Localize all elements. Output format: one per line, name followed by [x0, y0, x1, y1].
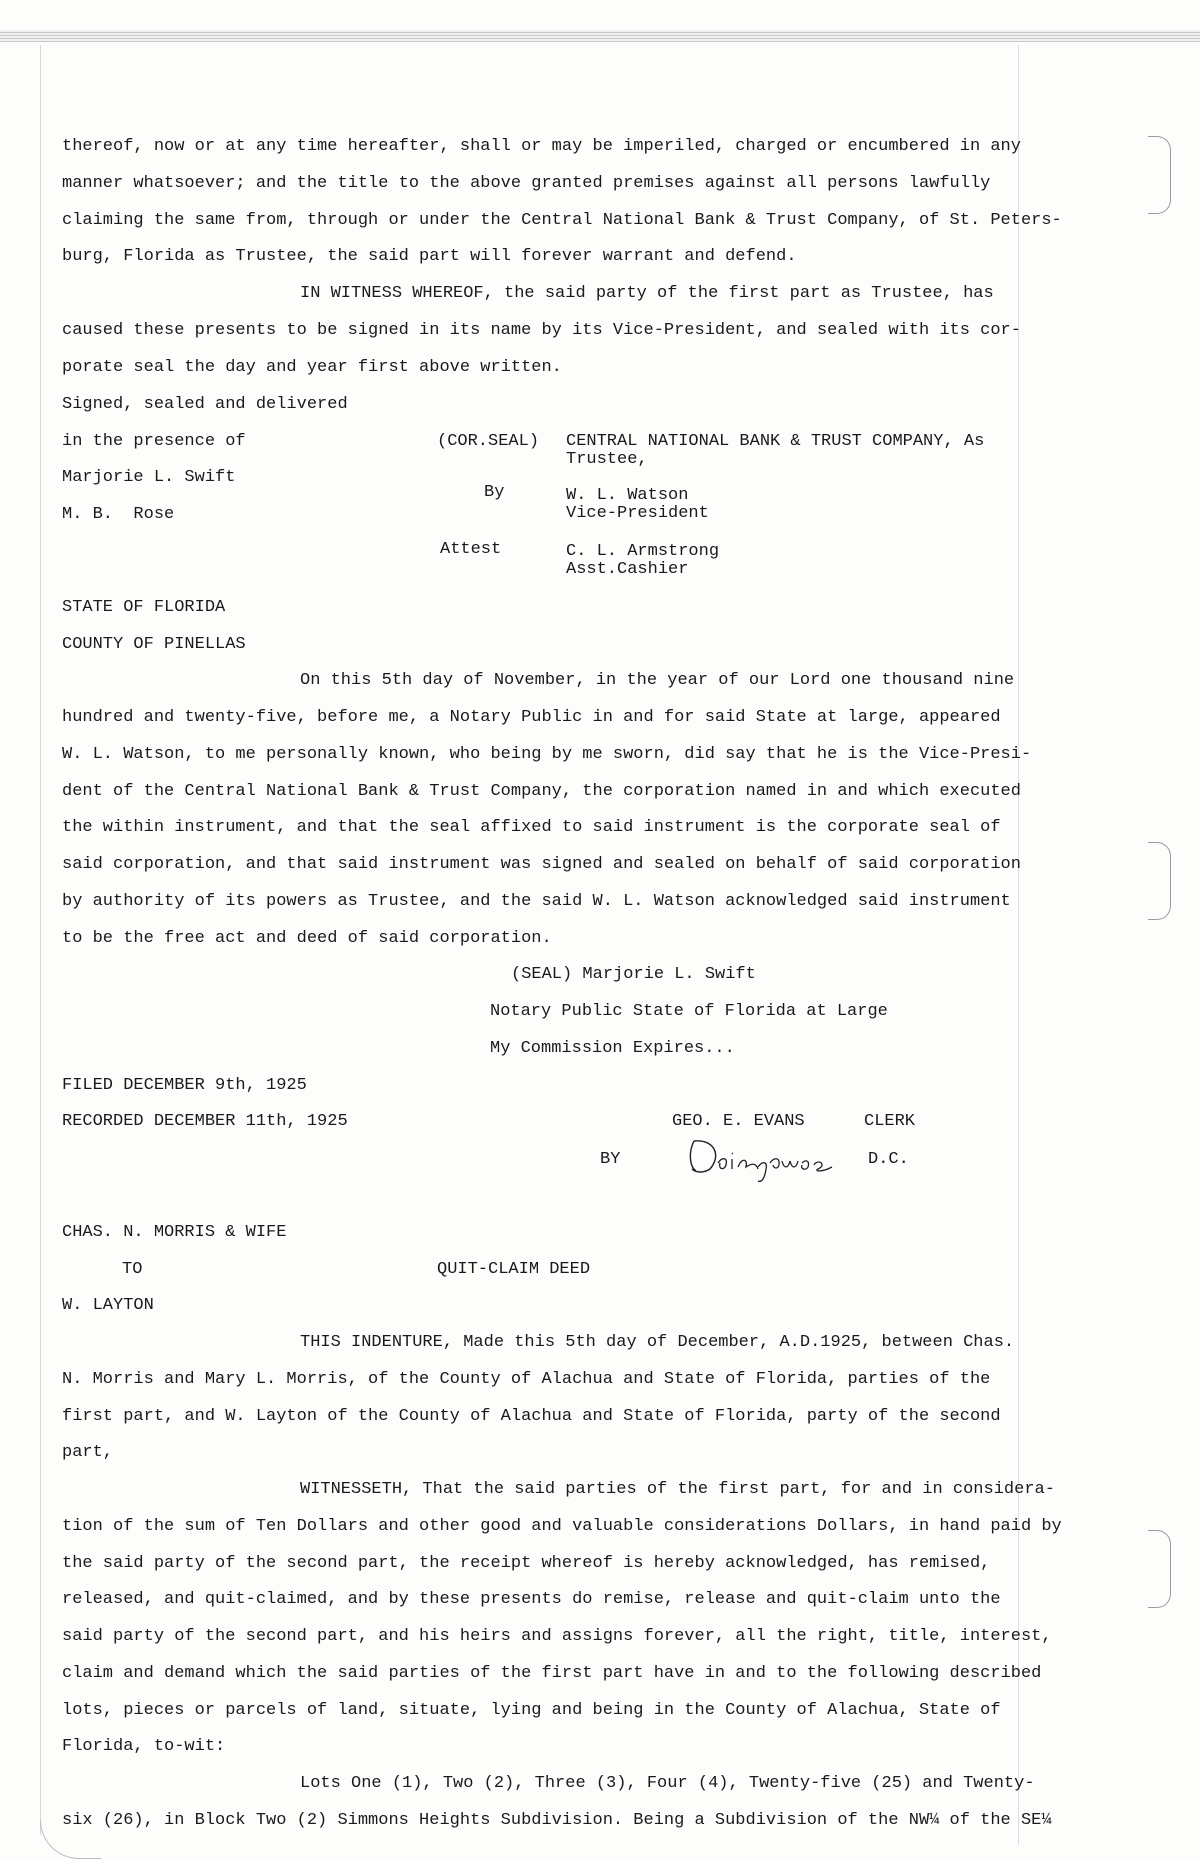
- page-right-edge: [1018, 45, 1019, 1845]
- recorded-date: RECORDED DECEMBER 11th, 1925: [62, 1112, 348, 1131]
- ack-line: dent of the Central National Bank & Trust Company, the corporation named in and which executed: [62, 782, 1021, 801]
- indenture-line: THIS INDENTURE, Made this 5th day of December, A.D.1925, between Chas.: [300, 1333, 1015, 1352]
- witness-name: Marjorie L. Swift: [62, 468, 236, 487]
- presence-label: in the presence of: [62, 432, 246, 451]
- witnesseth-line: the said party of the second part, the receipt whereof is hereby acknowledged, has remised,: [62, 1554, 991, 1573]
- witnesseth-line: released, and quit-claimed, and by these presents do remise, release and quit-claim unto the: [62, 1590, 1001, 1609]
- witnesseth-line: tion of the sum of Ten Dollars and other good and valuable considerations Dollars, in hand paid by: [62, 1517, 1062, 1536]
- ack-line: by authority of its powers as Trustee, and the said W. L. Watson acknowledged said instrument: [62, 892, 1011, 911]
- top-rule: [0, 30, 1200, 42]
- ack-line: said corporation, and that said instrument was signed and sealed on behalf of said corporation: [62, 855, 1021, 874]
- deed-grantor: CHAS. N. MORRIS & WIFE: [62, 1223, 287, 1242]
- body-line: burg, Florida as Trustee, the said part will forever warrant and defend.: [62, 247, 797, 266]
- witness-line: IN WITNESS WHEREOF, the said party of the first part as Trustee, has: [300, 284, 994, 303]
- by-label: BY: [600, 1150, 621, 1169]
- punch-hole-2: [1148, 842, 1171, 920]
- filed-date: FILED DECEMBER 9th, 1925: [62, 1076, 307, 1095]
- deputy-clerk-signature: [684, 1133, 884, 1183]
- clerk-title: CLERK: [864, 1112, 916, 1131]
- witnesseth-line: lots, pieces or parcels of land, situate, lying and being in the County of Alachua, State of: [62, 1701, 1001, 1720]
- signed-sealed-label: Signed, sealed and delivered: [62, 395, 348, 414]
- ack-line: hundred and twenty-five, before me, a Notary Public in and for said State at large, appeared: [62, 708, 1001, 727]
- body-line: manner whatsoever; and the title to the above granted premises against all persons lawfully: [62, 174, 991, 193]
- witness-line: porate seal the day and year first above written.: [62, 358, 562, 377]
- witnesseth-line: claim and demand which the said parties of the first part have in and to the following described: [62, 1664, 1042, 1683]
- signer-name: W. L. Watson: [566, 486, 689, 505]
- indenture-line: first part, and W. Layton of the County of Alachua and State of Florida, party of the second: [62, 1407, 1001, 1426]
- punch-hole-1: [1148, 136, 1171, 214]
- attester-name: C. L. Armstrong: [566, 542, 720, 561]
- body-line: claiming the same from, through or under the Central National Bank & Trust Company, of St. Peters-: [62, 211, 1062, 230]
- cor-seal-label: (COR.SEAL): [437, 432, 540, 451]
- lots-line: six (26), in Block Two (2) Simmons Heights Subdivision. Being a Subdivision of the NW¼ of the SE¼: [62, 1811, 1052, 1830]
- by-label: By: [484, 483, 505, 502]
- deed-grantee: W. LAYTON: [62, 1296, 154, 1315]
- company-name: CENTRAL NATIONAL BANK & TRUST COMPANY, As: [566, 432, 985, 451]
- notary-title: Notary Public State of Florida at Large: [490, 1002, 888, 1021]
- venue-state: STATE OF FLORIDA: [62, 598, 226, 617]
- deputy-clerk-label: D.C.: [868, 1150, 909, 1169]
- notary-commission: My Commission Expires...: [490, 1039, 735, 1058]
- attest-label: Attest: [440, 540, 502, 559]
- venue-county: COUNTY OF PINELLAS: [62, 635, 246, 654]
- ack-line: W. L. Watson, to me personally known, who being by me sworn, did say that he is the Vice-Presi-: [62, 745, 1032, 764]
- witnesseth-line: WITNESSETH, That the said parties of the first part, for and in considera-: [300, 1480, 1055, 1499]
- ack-line: the within instrument, and that the seal affixed to said instrument is the corporate seal of: [62, 818, 1001, 837]
- witness-name: M. B. Rose: [62, 505, 175, 524]
- signer-title: Vice-President: [566, 504, 709, 523]
- notary-seal-name: (SEAL) Marjorie L. Swift: [511, 965, 756, 984]
- witness-line: caused these presents to be signed in its name by its Vice-President, and sealed with its cor-: [62, 321, 1021, 340]
- attester-title: Asst.Cashier: [566, 560, 689, 579]
- ack-line: On this 5th day of November, in the year of our Lord one thousand nine: [300, 671, 1015, 690]
- witnesseth-line: Florida, to-wit:: [62, 1737, 226, 1756]
- ack-line: to be the free act and deed of said corporation.: [62, 929, 552, 948]
- clerk-name: GEO. E. EVANS: [672, 1112, 805, 1131]
- deed-title: QUIT-CLAIM DEED: [437, 1260, 591, 1279]
- body-line: thereof, now or at any time hereafter, shall or may be imperiled, charged or encumbered in any: [62, 137, 1021, 156]
- company-capacity: Trustee,: [566, 450, 648, 469]
- page-left-edge: [40, 45, 41, 1835]
- punch-hole-3: [1148, 1530, 1171, 1608]
- deed-to: TO: [122, 1260, 143, 1279]
- indenture-line: part,: [62, 1443, 114, 1462]
- indenture-line: N. Morris and Mary L. Morris, of the County of Alachua and State of Florida, parties of the: [62, 1370, 991, 1389]
- lots-line: Lots One (1), Two (2), Three (3), Four (4), Twenty-five (25) and Twenty-: [300, 1774, 1035, 1793]
- witnesseth-line: said party of the second part, and his heirs and assigns forever, all the right, title, interest,: [62, 1627, 1052, 1646]
